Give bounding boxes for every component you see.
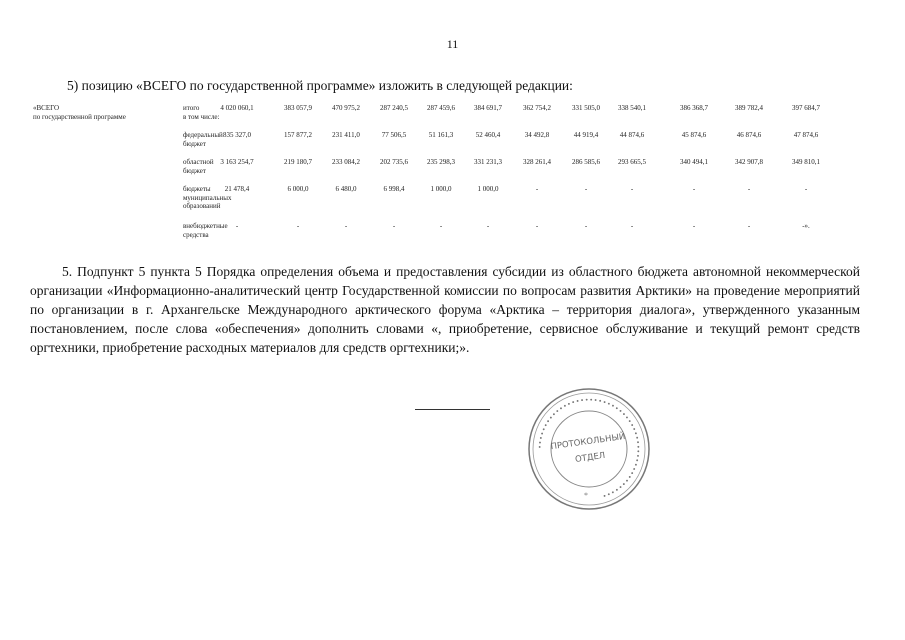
table-cell: - xyxy=(535,185,539,193)
table-cell: - xyxy=(584,185,588,193)
seal-text: ПРОТОКОЛЬНЫЙ xyxy=(550,431,627,453)
page-number: 11 xyxy=(446,37,459,51)
table-cell: 331 505,0 xyxy=(572,104,600,112)
row-category-line: внебюджетные xyxy=(183,222,228,230)
table-cell: 51 161,3 xyxy=(428,131,454,139)
item-5-text: 5) позицию «ВСЕГО по государственной программе» изложить в следующей редакции: xyxy=(67,78,573,93)
table-cell: 287 240,5 xyxy=(380,104,408,112)
row-category-line: муниципальных xyxy=(183,193,232,202)
table-cell: 470 975,2 xyxy=(332,104,360,112)
table-cell: 287 459,6 xyxy=(427,104,455,112)
table-cell: 340 494,1 xyxy=(680,158,708,166)
table-cell: 77 506,5 xyxy=(381,131,407,139)
table-cell: 383 057,9 xyxy=(284,104,312,112)
row-label-line: по государственной программе xyxy=(33,112,126,121)
table-cell: 235 298,3 xyxy=(427,158,455,166)
table-cell: 202 735,6 xyxy=(380,158,408,166)
table-cell: 4 020 060,1 xyxy=(220,104,254,112)
row-category-line: в том числе: xyxy=(183,112,220,121)
protocol-department-seal xyxy=(524,386,654,512)
table-cell: 3 163 254,7 xyxy=(220,158,254,166)
table-cell: 6 480,0 xyxy=(335,185,357,193)
table-cell: - xyxy=(630,222,634,230)
table-cell: 362 754,2 xyxy=(523,104,551,112)
row-label xyxy=(33,104,126,121)
table-cell: - xyxy=(439,222,443,230)
table-cell: - xyxy=(392,222,396,230)
table-cell: - xyxy=(535,222,539,230)
seal-text: ОТДЕЛ xyxy=(574,450,606,465)
table-cell: - xyxy=(692,222,696,230)
svg-text:••••••••••••••••••••••••••••••: •••••••••••••••••••••••••••••••••••••••••••••••• xyxy=(535,395,643,501)
row-category-line: бюджет xyxy=(183,139,206,148)
row-category-line: областной xyxy=(183,158,214,166)
table-cell: 1 000,0 xyxy=(430,185,452,193)
table-cell: -». xyxy=(802,222,810,230)
row-label-line: «ВСЕГО xyxy=(33,104,60,112)
table-cell: 6 998,4 xyxy=(383,185,405,193)
table-cell: - xyxy=(804,185,808,193)
row-category xyxy=(183,222,228,239)
table-cell: 338 540,1 xyxy=(618,104,646,112)
table-cell: 384 691,7 xyxy=(474,104,502,112)
table-cell: 389 782,4 xyxy=(735,104,763,112)
row-category xyxy=(183,158,214,175)
table-cell: - xyxy=(235,222,239,230)
table-cell: - xyxy=(486,222,490,230)
row-category xyxy=(183,131,223,148)
table-cell: 157 877,2 xyxy=(284,131,312,139)
row-category xyxy=(183,104,220,121)
table-cell: 219 180,7 xyxy=(284,158,312,166)
row-category-line: бюджеты xyxy=(183,185,211,193)
table-cell: 233 084,2 xyxy=(332,158,360,166)
row-category-line: средства xyxy=(183,230,209,239)
table-cell: - xyxy=(296,222,300,230)
table-cell: 52 460,4 xyxy=(475,131,501,139)
svg-text:*: * xyxy=(584,491,588,500)
table-cell: 349 810,1 xyxy=(792,158,820,166)
table-cell: 331 231,3 xyxy=(474,158,502,166)
table-cell: 397 684,7 xyxy=(792,104,820,112)
table-cell: 293 665,5 xyxy=(618,158,646,166)
row-category-line: образований xyxy=(183,202,221,210)
table-cell: 34 492,8 xyxy=(524,131,550,139)
table-cell: 6 000,0 xyxy=(287,185,309,193)
table-cell: 44 919,4 xyxy=(573,131,599,139)
row-category-line: федеральный xyxy=(183,131,223,139)
table-cell: 231 411,0 xyxy=(332,131,360,139)
paragraph-5: 5. Подпункт 5 пункта 5 Порядка определения объема и предоставления субсидии из областного бюджета автономной некоммерческой организации «Информационно-аналитический центр Государственной комиссии по вопросам развития Арктики» на проведение мероприятий по организации в г. Архангельске Международного арктического форума «Арктика – территория диалога», утвержденного указанным постановлением, после слова «обеспечения» дополнить словами «, приобретение, сервисное обслуживание и текущий ремонт средств оргтехники, приобретение расходных материалов для средств оргтехники;». xyxy=(30,264,860,355)
row-category-line: итого xyxy=(183,104,200,112)
table-cell: 21 478,4 xyxy=(224,185,250,193)
table-cell: 1 000,0 xyxy=(477,185,499,193)
table-cell: - xyxy=(584,222,588,230)
table-cell: 328 261,4 xyxy=(523,158,551,166)
table-cell: 45 874,6 xyxy=(681,131,707,139)
table-cell: - xyxy=(747,185,751,193)
table-cell: 386 368,7 xyxy=(680,104,708,112)
table-cell: 286 585,6 xyxy=(572,158,600,166)
table-cell: 342 907,8 xyxy=(735,158,763,166)
table-cell: - xyxy=(747,222,751,230)
table-cell: 44 874,6 xyxy=(619,131,645,139)
row-category-line: бюджет xyxy=(183,166,206,175)
table-cell: 46 874,6 xyxy=(736,131,762,139)
table-cell: 47 874,6 xyxy=(793,131,819,139)
table-cell: - xyxy=(630,185,634,193)
table-cell: - xyxy=(344,222,348,230)
signature-line xyxy=(415,409,490,410)
table-cell: - xyxy=(692,185,696,193)
table-cell: 835 327,0 xyxy=(223,131,251,139)
